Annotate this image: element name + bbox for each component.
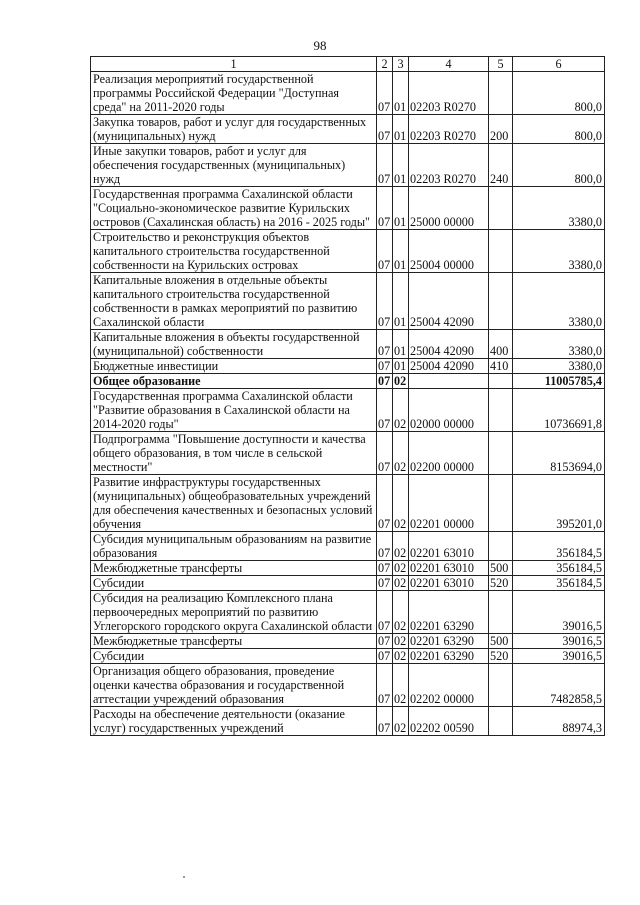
row-expense-type: 520 [489, 649, 513, 664]
row-target-article: 02201 63290 [409, 634, 489, 649]
row-amount: 11005785,4 [513, 374, 605, 389]
table-row [91, 432, 605, 475]
row-section: 07 [377, 591, 393, 634]
table-row [91, 330, 605, 359]
row-subsection: 02 [393, 432, 409, 475]
row-subsection: 02 [393, 475, 409, 532]
table-row [91, 187, 605, 230]
row-amount: 356184,5 [513, 532, 605, 561]
table-row [91, 115, 605, 144]
row-target-article: 02202 00590 [409, 707, 489, 736]
row-expense-type: 400 [489, 330, 513, 359]
row-target-article: 02201 63010 [409, 576, 489, 591]
row-subsection: 02 [393, 576, 409, 591]
row-subsection: 01 [393, 72, 409, 115]
table-row [91, 649, 605, 664]
table-body [91, 72, 605, 736]
row-expense-type: 200 [489, 115, 513, 144]
row-amount: 356184,5 [513, 561, 605, 576]
row-expense-type [489, 230, 513, 273]
row-amount: 356184,5 [513, 576, 605, 591]
row-target-article: 25004 42090 [409, 359, 489, 374]
row-expense-type: 500 [489, 561, 513, 576]
row-target-article: 02202 00000 [409, 664, 489, 707]
row-section: 07 [377, 187, 393, 230]
row-section: 07 [377, 664, 393, 707]
header-row [91, 57, 605, 72]
row-section: 07 [377, 649, 393, 664]
row-name: Межбюджетные трансферты [91, 634, 377, 649]
row-name: Капитальные вложения в объекты государственной (муниципальной) собственности [91, 330, 377, 359]
row-amount: 3380,0 [513, 230, 605, 273]
row-amount: 8153694,0 [513, 432, 605, 475]
row-subsection: 02 [393, 374, 409, 389]
row-name: Субсидии [91, 649, 377, 664]
table-row [91, 273, 605, 330]
row-subsection: 02 [393, 561, 409, 576]
col-header-3: 3 [393, 57, 409, 72]
row-expense-type [489, 432, 513, 475]
table-row [91, 561, 605, 576]
row-target-article: 02201 63290 [409, 591, 489, 634]
col-header-5: 5 [489, 57, 513, 72]
budget-table [90, 56, 605, 736]
row-amount: 39016,5 [513, 591, 605, 634]
row-name: Строительство и реконструкция объектов капитального строительства государственной собственности на Курильских островах [91, 230, 377, 273]
row-section: 07 [377, 707, 393, 736]
col-header-1: 1 [91, 57, 377, 72]
row-expense-type [489, 187, 513, 230]
row-target-article: 02201 00000 [409, 475, 489, 532]
row-section: 07 [377, 374, 393, 389]
row-name: Организация общего образования, проведение оценки качества образования и государственной аттестации учреждений образования [91, 664, 377, 707]
row-section: 07 [377, 532, 393, 561]
row-section: 07 [377, 72, 393, 115]
row-expense-type: 240 [489, 144, 513, 187]
row-target-article: 02000 00000 [409, 389, 489, 432]
table-row [91, 576, 605, 591]
row-name: Капитальные вложения в отдельные объекты капитального строительства государственной собственности в рамках мероприятий по развитию Сахалинской области [91, 273, 377, 330]
row-amount: 3380,0 [513, 273, 605, 330]
row-name: Развитие инфраструктуры государственных (муниципальных) общеобразовательных учреждений для обеспечения качественных и безопасных условий обучения [91, 475, 377, 532]
table-row [91, 230, 605, 273]
row-target-article: 25004 42090 [409, 273, 489, 330]
col-header-2: 2 [377, 57, 393, 72]
row-amount: 88974,3 [513, 707, 605, 736]
page-number: 98 [313, 38, 327, 53]
row-amount: 10736691,8 [513, 389, 605, 432]
row-target-article: 02201 63010 [409, 532, 489, 561]
row-target-article: 02200 00000 [409, 432, 489, 475]
table-row [91, 532, 605, 561]
row-section: 07 [377, 576, 393, 591]
table-row [91, 475, 605, 532]
row-subsection: 01 [393, 144, 409, 187]
row-name: Субсидии [91, 576, 377, 591]
row-expense-type [489, 72, 513, 115]
scan-speck [183, 876, 185, 878]
row-subsection: 02 [393, 389, 409, 432]
row-expense-type [489, 273, 513, 330]
row-amount: 800,0 [513, 115, 605, 144]
row-subsection: 01 [393, 230, 409, 273]
row-target-article: 25004 42090 [409, 330, 489, 359]
row-amount: 39016,5 [513, 649, 605, 664]
row-target-article: 25000 00000 [409, 187, 489, 230]
row-amount: 800,0 [513, 72, 605, 115]
row-section: 07 [377, 475, 393, 532]
row-expense-type [489, 389, 513, 432]
row-amount: 395201,0 [513, 475, 605, 532]
row-target-article: 25004 00000 [409, 230, 489, 273]
row-subsection: 01 [393, 115, 409, 144]
row-expense-type: 500 [489, 634, 513, 649]
row-target-article: 02203 R0270 [409, 144, 489, 187]
row-name: Расходы на обеспечение деятельности (оказание услуг) государственных учреждений [91, 707, 377, 736]
row-expense-type: 410 [489, 359, 513, 374]
row-subsection: 02 [393, 532, 409, 561]
row-name: Реализация мероприятий государственной программы Российской Федерации "Доступная среда" на 2011-2020 годы [91, 72, 377, 115]
row-amount: 3380,0 [513, 359, 605, 374]
row-subsection: 01 [393, 187, 409, 230]
row-amount: 3380,0 [513, 187, 605, 230]
row-expense-type [489, 532, 513, 561]
row-name: Подпрограмма "Повышение доступности и качества общего образования, в том числе в сельской местности" [91, 432, 377, 475]
row-amount: 3380,0 [513, 330, 605, 359]
col-header-4: 4 [409, 57, 489, 72]
col-header-6: 6 [513, 57, 605, 72]
row-target-article: 02201 63290 [409, 649, 489, 664]
row-name: Субсидия муниципальным образованиям на развитие образования [91, 532, 377, 561]
row-expense-type [489, 591, 513, 634]
row-subsection: 02 [393, 591, 409, 634]
table-row [91, 389, 605, 432]
row-name: Субсидия на реализацию Комплексного плана первоочередных мероприятий по развитию Углегорского городского округа Сахалинской области [91, 591, 377, 634]
table-row [91, 591, 605, 634]
table-row [91, 634, 605, 649]
row-target-article: 02203 R0270 [409, 115, 489, 144]
row-subsection: 01 [393, 330, 409, 359]
row-section: 07 [377, 144, 393, 187]
row-subsection: 01 [393, 273, 409, 330]
row-name: Государственная программа Сахалинской области "Развитие образования в Сахалинской области на 2014-2020 годы" [91, 389, 377, 432]
row-name: Иные закупки товаров, работ и услуг для обеспечения государственных (муниципальных) нужд [91, 144, 377, 187]
row-section: 07 [377, 432, 393, 475]
row-subsection: 02 [393, 649, 409, 664]
row-subsection: 02 [393, 664, 409, 707]
row-section: 07 [377, 561, 393, 576]
row-section: 07 [377, 330, 393, 359]
row-section: 07 [377, 359, 393, 374]
row-name: Бюджетные инвестиции [91, 359, 377, 374]
table-row [91, 72, 605, 115]
table-row [91, 144, 605, 187]
row-section: 07 [377, 634, 393, 649]
row-target-article: 02203 R0270 [409, 72, 489, 115]
row-subsection: 02 [393, 634, 409, 649]
row-name: Межбюджетные трансферты [91, 561, 377, 576]
row-name: Общее образование [91, 374, 377, 389]
row-amount: 800,0 [513, 144, 605, 187]
row-section: 07 [377, 230, 393, 273]
row-subsection: 02 [393, 707, 409, 736]
row-expense-type [489, 664, 513, 707]
row-section: 07 [377, 273, 393, 330]
row-target-article [409, 374, 489, 389]
row-name: Государственная программа Сахалинской области "Социально-экономическое развитие Курильских островов (Сахалинская область) на 2016 - 2025 годы" [91, 187, 377, 230]
row-section: 07 [377, 389, 393, 432]
table-row [91, 374, 605, 389]
row-expense-type [489, 707, 513, 736]
row-amount: 39016,5 [513, 634, 605, 649]
table-row [91, 359, 605, 374]
table-row [91, 707, 605, 736]
table-row [91, 664, 605, 707]
row-amount: 7482858,5 [513, 664, 605, 707]
row-subsection: 01 [393, 359, 409, 374]
row-expense-type: 520 [489, 576, 513, 591]
row-expense-type [489, 374, 513, 389]
row-section: 07 [377, 115, 393, 144]
row-target-article: 02201 63010 [409, 561, 489, 576]
row-expense-type [489, 475, 513, 532]
row-name: Закупка товаров, работ и услуг для государственных (муниципальных) нужд [91, 115, 377, 144]
table-header [91, 57, 605, 72]
